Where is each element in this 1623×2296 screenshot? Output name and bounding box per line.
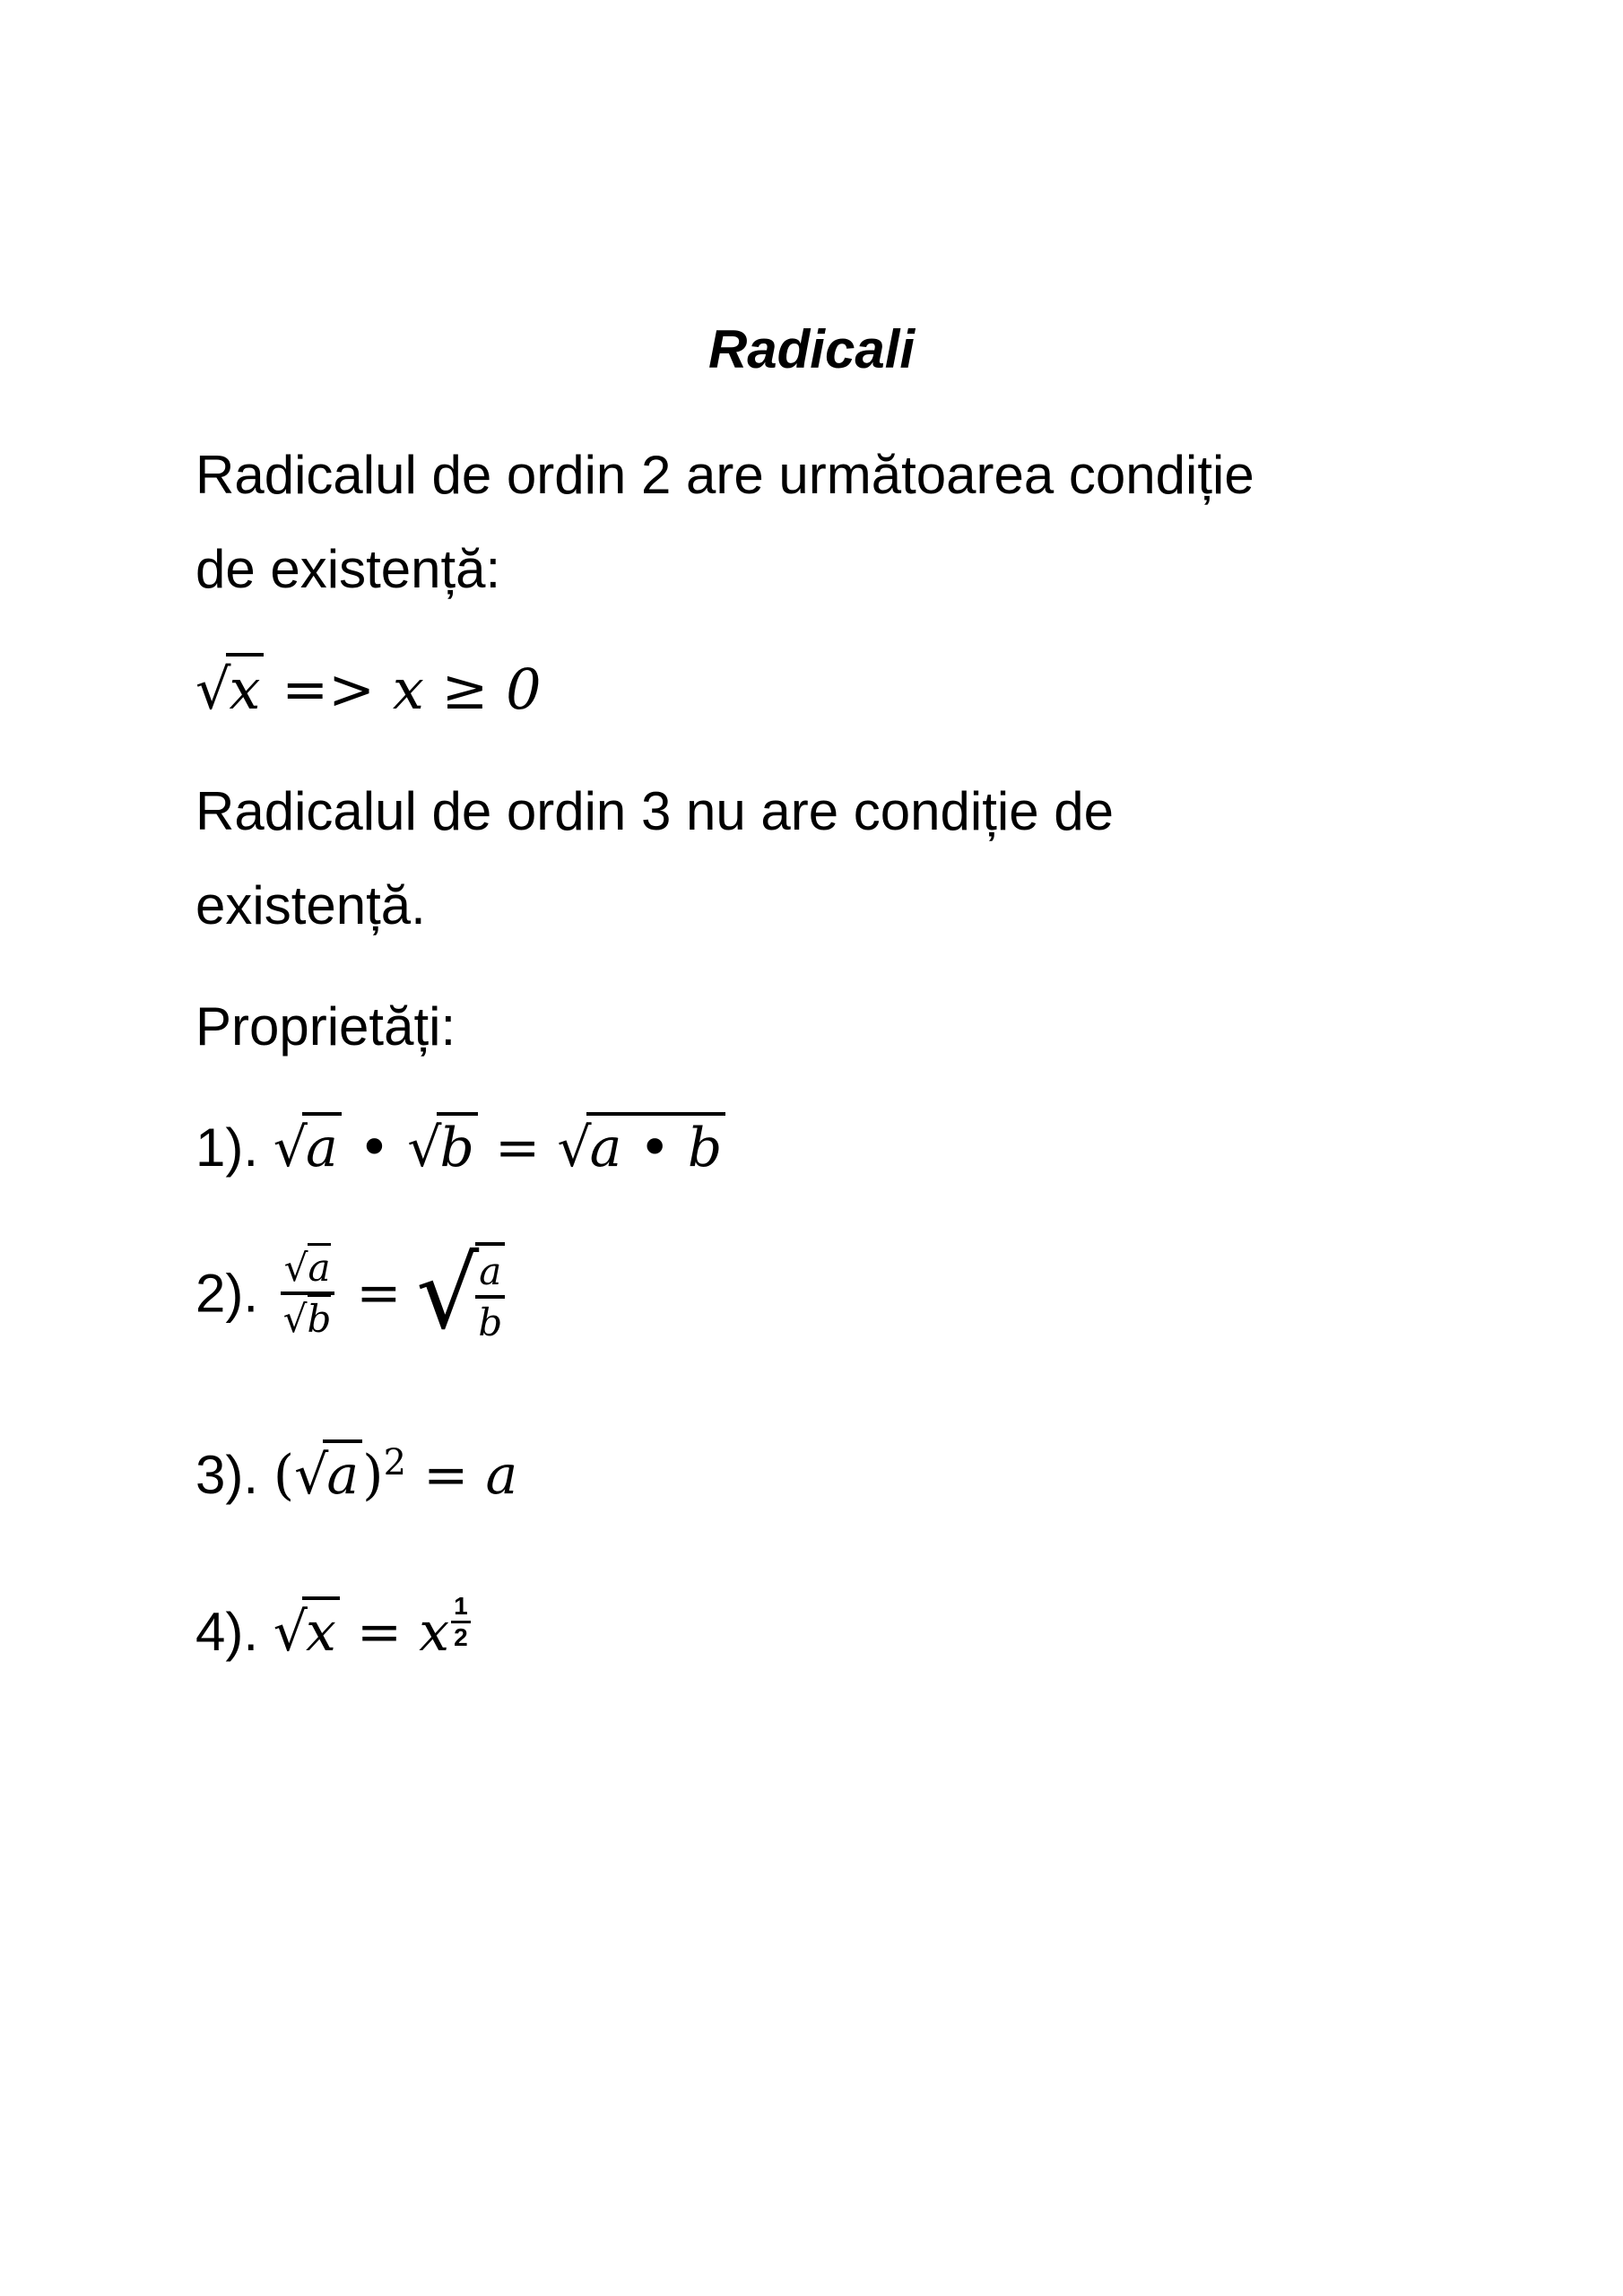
result: a <box>485 1444 518 1507</box>
property-label: 1). <box>195 1118 259 1178</box>
radicand: x <box>302 1596 340 1659</box>
existence-condition-formula <box>195 653 542 722</box>
radicand: b <box>687 1117 723 1179</box>
denominator: b <box>308 1294 332 1341</box>
fraction <box>475 1242 505 1344</box>
implies-symbol: => <box>282 657 376 722</box>
radicand: a <box>589 1117 622 1179</box>
paragraph-line: Radicalul de ordin 3 nu are condiție de <box>195 781 1115 841</box>
equals-sign: = <box>356 1601 403 1664</box>
fraction-exponent <box>451 1592 471 1652</box>
sqrt-icon: √ <box>294 1444 329 1507</box>
property-2 <box>195 1236 512 1351</box>
sqrt-icon: √ <box>195 657 231 722</box>
numerator: a <box>308 1243 330 1290</box>
paragraph-line: existență. <box>195 875 426 935</box>
sqrt-icon: √ <box>557 1117 592 1179</box>
equals-sign: = <box>356 1262 402 1325</box>
property-label: 3). <box>195 1445 259 1505</box>
sqrt-icon: √ <box>407 1117 442 1179</box>
property-3: 3). $(√a)^2 = a$ <box>195 1439 517 1507</box>
condition-rhs: x ≥ 0 <box>392 657 542 722</box>
property-label: 4). <box>195 1602 259 1662</box>
multiply-dot: • <box>358 1117 391 1179</box>
equals-sign: = <box>423 1444 469 1507</box>
property-1 <box>195 1112 725 1179</box>
multiply-dot: • <box>638 1117 671 1179</box>
radicand: a <box>323 1439 362 1502</box>
page-title: Radicali <box>707 319 916 379</box>
paragraph-line: Radicalul de ordin 2 are următoarea condiție <box>195 445 1254 505</box>
fraction: $\frac{√a}{√b}$ <box>281 1246 334 1341</box>
denominator: 2 <box>454 1623 468 1651</box>
property-4 <box>195 1592 471 1664</box>
radicand: b <box>437 1112 478 1175</box>
radicand: x <box>226 653 265 718</box>
base: x <box>419 1601 450 1664</box>
equals-sign: = <box>495 1117 541 1179</box>
sqrt-icon: √ <box>416 1236 480 1351</box>
properties-heading: Proprietăți: <box>195 996 456 1057</box>
exponent: 2 <box>383 1442 407 1483</box>
sqrt-icon: √ <box>273 1601 308 1664</box>
paragraph-line: de existență: <box>195 539 501 599</box>
denominator: b <box>478 1300 503 1344</box>
numerator: 1 <box>451 1592 471 1623</box>
property-label: 2). <box>195 1263 259 1324</box>
sqrt-icon: √ <box>273 1117 308 1179</box>
numerator: a <box>475 1249 505 1299</box>
radicand: a <box>302 1112 342 1175</box>
